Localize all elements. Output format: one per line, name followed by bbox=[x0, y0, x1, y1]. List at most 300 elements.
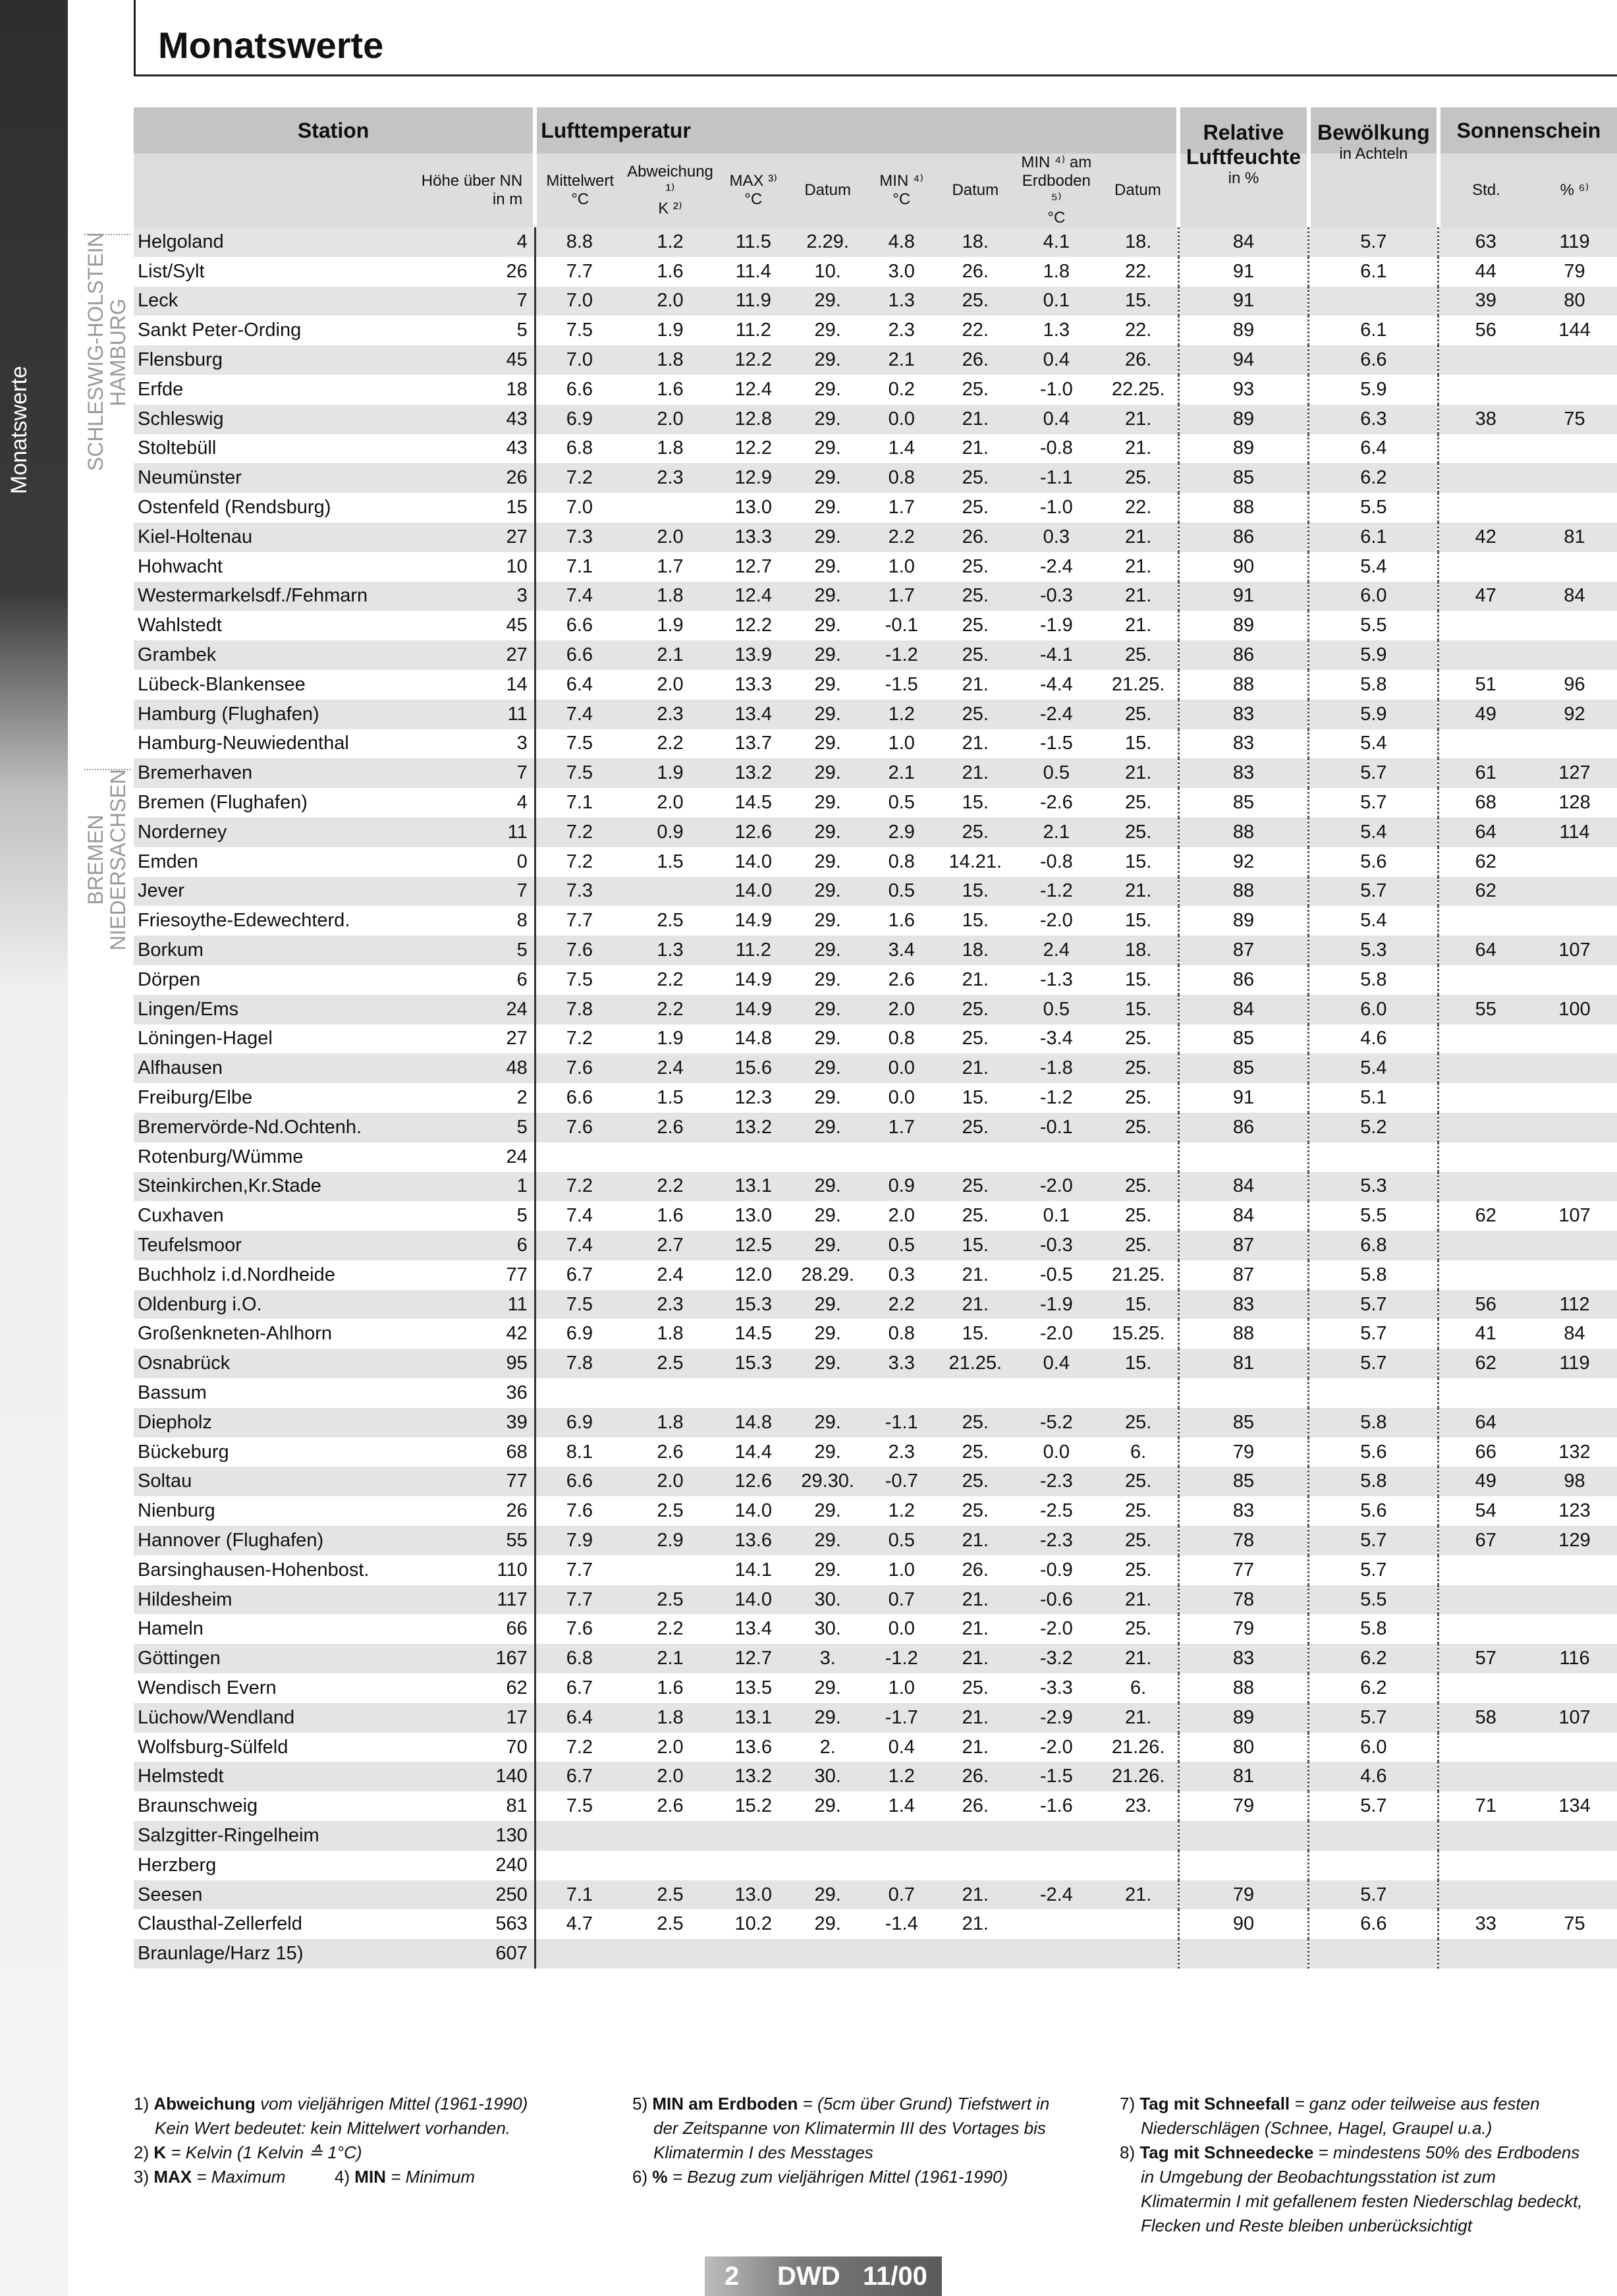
station-name-cell: Salzgitter-Ringelheim bbox=[134, 1821, 395, 1851]
value-cell: -2.4 bbox=[1014, 552, 1099, 582]
value-cell: 2.4 bbox=[623, 1053, 717, 1083]
value-cell: 78 bbox=[1178, 1526, 1309, 1555]
value-cell bbox=[623, 1555, 717, 1585]
value-cell: 250 bbox=[395, 1880, 535, 1910]
value-cell: 98 bbox=[1532, 1467, 1617, 1496]
value-cell: 2.4 bbox=[1014, 936, 1099, 965]
header-bewoelkung: Bewölkung in Achteln bbox=[1309, 107, 1439, 227]
value-cell: 15. bbox=[1099, 729, 1178, 759]
value-cell bbox=[1439, 1053, 1532, 1083]
table-row bbox=[134, 1791, 1617, 1821]
value-cell: 21. bbox=[937, 1260, 1014, 1290]
value-cell: 21. bbox=[937, 1290, 1014, 1320]
station-name-cell: Emden bbox=[134, 847, 395, 877]
value-cell: 29. bbox=[790, 1555, 866, 1585]
value-cell: 1.2 bbox=[623, 227, 717, 257]
value-cell: 15. bbox=[937, 906, 1014, 936]
table-row bbox=[134, 257, 1617, 287]
value-cell: 0.0 bbox=[866, 1053, 937, 1083]
value-cell: 5.5 bbox=[1309, 1201, 1439, 1231]
value-cell: 25. bbox=[937, 493, 1014, 522]
value-cell: 2.0 bbox=[623, 670, 717, 700]
value-cell: 75 bbox=[1532, 405, 1617, 434]
value-cell: 4.6 bbox=[1309, 1762, 1439, 1791]
value-cell: 29. bbox=[790, 1319, 866, 1349]
value-cell: -0.8 bbox=[1014, 434, 1099, 464]
value-cell: 2.2 bbox=[866, 522, 937, 552]
value-cell: 6.8 bbox=[535, 1644, 623, 1673]
value-cell: 25. bbox=[1099, 1555, 1178, 1585]
subheader-datum: Datum bbox=[790, 154, 866, 227]
value-cell: -0.3 bbox=[1014, 582, 1099, 611]
value-cell: -0.5 bbox=[1014, 1260, 1099, 1290]
table-row bbox=[134, 1408, 1617, 1438]
station-name-cell: Soltau bbox=[134, 1467, 395, 1496]
value-cell: 41 bbox=[1439, 1319, 1532, 1349]
value-cell: 49 bbox=[1439, 700, 1532, 729]
table-row bbox=[134, 1821, 1617, 1851]
value-cell: 0.7 bbox=[866, 1880, 937, 1910]
value-cell: 83 bbox=[1178, 1644, 1309, 1673]
value-cell: 15. bbox=[1099, 287, 1178, 316]
value-cell: 0.4 bbox=[866, 1733, 937, 1762]
value-cell bbox=[1099, 1851, 1178, 1880]
value-cell: 1.7 bbox=[866, 1113, 937, 1142]
value-cell: 0.5 bbox=[1014, 995, 1099, 1024]
value-cell: -1.5 bbox=[866, 670, 937, 700]
value-cell: 26 bbox=[395, 257, 535, 287]
region-label-schleswig-holstein: SCHLESWIG-HOLSTEIN HAMBURG bbox=[84, 232, 130, 471]
value-cell bbox=[1309, 287, 1439, 316]
value-cell: 12.9 bbox=[717, 463, 790, 493]
table-row bbox=[134, 1349, 1617, 1378]
value-cell: -2.0 bbox=[1014, 1319, 1099, 1349]
value-cell: 2.6 bbox=[866, 965, 937, 995]
value-cell: -1.4 bbox=[866, 1909, 937, 1939]
station-name-cell: Diepholz bbox=[134, 1408, 395, 1438]
value-cell bbox=[1532, 729, 1617, 759]
value-cell: 29. bbox=[790, 877, 866, 907]
value-cell: 2.2 bbox=[623, 965, 717, 995]
value-cell: 29. bbox=[790, 936, 866, 965]
subheader-std: Std. bbox=[1439, 154, 1532, 227]
value-cell: 25. bbox=[937, 1024, 1014, 1054]
value-cell: 96 bbox=[1532, 670, 1617, 700]
station-name-cell: Braunschweig bbox=[134, 1791, 395, 1821]
value-cell: 5.4 bbox=[1309, 818, 1439, 847]
value-cell: 5.7 bbox=[1309, 1290, 1439, 1320]
value-cell: 7.1 bbox=[535, 552, 623, 582]
value-cell: 7.4 bbox=[535, 1231, 623, 1260]
value-cell: 2.6 bbox=[623, 1113, 717, 1142]
value-cell: 1.6 bbox=[623, 1673, 717, 1703]
value-cell: 29. bbox=[790, 582, 866, 611]
value-cell bbox=[1532, 1260, 1617, 1290]
value-cell: 13.4 bbox=[717, 700, 790, 729]
value-cell: 3.4 bbox=[866, 936, 937, 965]
value-cell bbox=[1099, 1378, 1178, 1408]
value-cell: 21. bbox=[937, 434, 1014, 464]
value-cell: 80 bbox=[1532, 287, 1617, 316]
value-cell: 7.6 bbox=[535, 1614, 623, 1644]
value-cell: 21. bbox=[937, 1053, 1014, 1083]
value-cell: 21. bbox=[1099, 611, 1178, 640]
value-cell bbox=[1532, 1142, 1617, 1172]
value-cell bbox=[1439, 1733, 1532, 1762]
value-cell: 29. bbox=[790, 758, 866, 788]
value-cell: 0.9 bbox=[623, 818, 717, 847]
table-row bbox=[134, 1083, 1617, 1113]
table-row bbox=[134, 729, 1617, 759]
value-cell: 15.3 bbox=[717, 1349, 790, 1378]
value-cell: 25. bbox=[937, 995, 1014, 1024]
value-cell: 66 bbox=[395, 1614, 535, 1644]
table-row bbox=[134, 1909, 1617, 1939]
value-cell: 48 bbox=[395, 1053, 535, 1083]
value-cell: 116 bbox=[1532, 1644, 1617, 1673]
value-cell: 4.8 bbox=[866, 227, 937, 257]
station-name-cell: Rotenburg/Wümme bbox=[134, 1142, 395, 1172]
value-cell: 25. bbox=[937, 1172, 1014, 1202]
value-cell: 29. bbox=[790, 463, 866, 493]
subheader-hoehe: Höhe über NN in m bbox=[395, 154, 535, 227]
value-cell: 29.30. bbox=[790, 1467, 866, 1496]
value-cell: 2.0 bbox=[623, 1467, 717, 1496]
station-name-cell: Buchholz i.d.Nordheide bbox=[134, 1260, 395, 1290]
station-name-cell: Bremen (Flughafen) bbox=[134, 788, 395, 818]
value-cell: 29. bbox=[790, 1231, 866, 1260]
value-cell: 13.0 bbox=[717, 1880, 790, 1910]
value-cell: 13.0 bbox=[717, 1201, 790, 1231]
value-cell: -2.4 bbox=[1014, 700, 1099, 729]
value-cell: 6.7 bbox=[535, 1673, 623, 1703]
value-cell: 85 bbox=[1178, 1408, 1309, 1438]
value-cell: 5.4 bbox=[1309, 552, 1439, 582]
value-cell: 1.8 bbox=[623, 1319, 717, 1349]
value-cell bbox=[1014, 1142, 1099, 1172]
footnotes-col2: 5) MIN am Erdboden = (5cm über Grund) Tiefstwert in der Zeitspanne von Klimatermin III des Vortages bis Klimatermin I des Messtages 6) % = Bezug zum vieljährigen Mittel (1961-1990) bbox=[632, 2092, 1107, 2189]
value-cell: 29. bbox=[790, 1703, 866, 1733]
value-cell: 21.25. bbox=[1099, 670, 1178, 700]
value-cell: 8.1 bbox=[535, 1438, 623, 1467]
value-cell: 80 bbox=[1178, 1733, 1309, 1762]
value-cell: 29. bbox=[790, 906, 866, 936]
value-cell: 5.7 bbox=[1309, 1703, 1439, 1733]
value-cell: 25. bbox=[937, 700, 1014, 729]
station-name-cell: Steinkirchen,Kr.Stade bbox=[134, 1172, 395, 1202]
value-cell: 14.9 bbox=[717, 965, 790, 995]
value-cell: 5.7 bbox=[1309, 788, 1439, 818]
value-cell: 1.8 bbox=[1014, 257, 1099, 287]
value-cell bbox=[1439, 1024, 1532, 1054]
value-cell bbox=[1532, 1378, 1617, 1408]
value-cell: 57 bbox=[1439, 1644, 1532, 1673]
value-cell: 79 bbox=[1178, 1791, 1309, 1821]
value-cell: 49 bbox=[1439, 1467, 1532, 1496]
value-cell bbox=[717, 1851, 790, 1880]
table-row bbox=[134, 1496, 1617, 1526]
value-cell: 85 bbox=[1178, 1024, 1309, 1054]
value-cell: 2.0 bbox=[623, 405, 717, 434]
value-cell bbox=[1532, 1585, 1617, 1615]
value-cell: 25. bbox=[937, 1467, 1014, 1496]
value-cell: 6 bbox=[395, 1231, 535, 1260]
value-cell: 15.2 bbox=[717, 1791, 790, 1821]
station-name-cell: Sankt Peter-Ording bbox=[134, 316, 395, 345]
value-cell bbox=[790, 1378, 866, 1408]
value-cell: 29. bbox=[790, 1172, 866, 1202]
subheader-abweichung: Abweichung ¹⁾ K ²⁾ bbox=[623, 154, 717, 227]
station-name-cell: Alfhausen bbox=[134, 1053, 395, 1083]
value-cell: 1.3 bbox=[623, 936, 717, 965]
value-cell: 5.7 bbox=[1309, 1349, 1439, 1378]
region-label-bremen-niedersachsen: BREMEN NIEDERSACHSEN bbox=[84, 769, 130, 951]
value-cell: 15. bbox=[937, 1083, 1014, 1113]
table-row bbox=[134, 1378, 1617, 1408]
value-cell: 4 bbox=[395, 788, 535, 818]
value-cell: 21.25. bbox=[937, 1349, 1014, 1378]
station-name-cell: Bückeburg bbox=[134, 1438, 395, 1467]
value-cell: 5.9 bbox=[1309, 640, 1439, 670]
value-cell: 6.6 bbox=[535, 1467, 623, 1496]
table-row bbox=[134, 1438, 1617, 1467]
value-cell: 2.0 bbox=[623, 788, 717, 818]
station-name-cell: Erfde bbox=[134, 375, 395, 405]
value-cell: 5.1 bbox=[1309, 1083, 1439, 1113]
table-row bbox=[134, 670, 1617, 700]
value-cell: -0.1 bbox=[1014, 1113, 1099, 1142]
value-cell: 0.8 bbox=[866, 463, 937, 493]
value-cell: 88 bbox=[1178, 877, 1309, 907]
value-cell: -2.9 bbox=[1014, 1703, 1099, 1733]
footnotes-col1: 1) Abweichung vom vieljährigen Mittel (1961-1990) Kein Wert bedeutet: kein Mittelwert vorhanden. 2) K = Kelvin (1 Kelvin ≙ 1°C) 3) MAX = Maximum 4) MIN = Minimum bbox=[134, 2092, 595, 2189]
value-cell: 22. bbox=[1099, 493, 1178, 522]
value-cell: 5.4 bbox=[1309, 1053, 1439, 1083]
value-cell: 6.6 bbox=[1309, 1909, 1439, 1939]
value-cell: -1.8 bbox=[1014, 1053, 1099, 1083]
value-cell: -5.2 bbox=[1014, 1408, 1099, 1438]
value-cell bbox=[866, 1939, 937, 1969]
value-cell: 0.0 bbox=[866, 405, 937, 434]
value-cell: 0.5 bbox=[866, 1526, 937, 1555]
table-row bbox=[134, 906, 1617, 936]
value-cell bbox=[1439, 906, 1532, 936]
value-cell bbox=[623, 1939, 717, 1969]
value-cell: 7.3 bbox=[535, 522, 623, 552]
value-cell bbox=[1014, 1821, 1099, 1851]
value-cell: 6.8 bbox=[1309, 1231, 1439, 1260]
value-cell: 6 bbox=[395, 965, 535, 995]
value-cell: 14.5 bbox=[717, 788, 790, 818]
station-name-cell: Freiburg/Elbe bbox=[134, 1083, 395, 1113]
value-cell bbox=[1178, 1378, 1309, 1408]
value-cell: -1.3 bbox=[1014, 965, 1099, 995]
value-cell: 6.7 bbox=[535, 1762, 623, 1791]
value-cell: -1.6 bbox=[1014, 1791, 1099, 1821]
subheader-mittelwert: Mittelwert °C bbox=[535, 154, 623, 227]
value-cell: 62 bbox=[1439, 847, 1532, 877]
page-title: Monatswerte bbox=[158, 24, 384, 66]
value-cell: 29. bbox=[790, 493, 866, 522]
value-cell: 7.4 bbox=[535, 1201, 623, 1231]
value-cell: 1.9 bbox=[623, 1024, 717, 1054]
value-cell: 13.2 bbox=[717, 1762, 790, 1791]
value-cell: 21. bbox=[1099, 434, 1178, 464]
value-cell: 13.6 bbox=[717, 1733, 790, 1762]
station-name-cell: Flensburg bbox=[134, 345, 395, 375]
value-cell: 7.2 bbox=[535, 1172, 623, 1202]
value-cell: 112 bbox=[1532, 1290, 1617, 1320]
value-cell: 91 bbox=[1178, 1083, 1309, 1113]
value-cell: 1.8 bbox=[623, 434, 717, 464]
value-cell: 6.4 bbox=[535, 670, 623, 700]
value-cell: 21. bbox=[1099, 877, 1178, 907]
value-cell: 1.2 bbox=[866, 700, 937, 729]
value-cell: 29. bbox=[790, 375, 866, 405]
value-cell: 2.5 bbox=[623, 906, 717, 936]
value-cell: 6.0 bbox=[1309, 1733, 1439, 1762]
value-cell: 30. bbox=[790, 1762, 866, 1791]
value-cell: 15. bbox=[1099, 1349, 1178, 1378]
value-cell: 2.4 bbox=[623, 1260, 717, 1290]
value-cell: 25. bbox=[937, 818, 1014, 847]
value-cell: 0.2 bbox=[866, 375, 937, 405]
value-cell bbox=[1309, 1939, 1439, 1969]
value-cell: -2.0 bbox=[1014, 906, 1099, 936]
value-cell: 1.6 bbox=[623, 1201, 717, 1231]
table-row bbox=[134, 316, 1617, 345]
value-cell: 5.7 bbox=[1309, 1880, 1439, 1910]
value-cell bbox=[1309, 1851, 1439, 1880]
value-cell: 91 bbox=[1178, 287, 1309, 316]
value-cell: 25. bbox=[937, 1408, 1014, 1438]
value-cell: 21. bbox=[937, 1703, 1014, 1733]
value-cell bbox=[1532, 1851, 1617, 1880]
table-row bbox=[134, 1939, 1617, 1969]
value-cell: 1.5 bbox=[623, 847, 717, 877]
value-cell: 5.8 bbox=[1309, 965, 1439, 995]
value-cell: 7.5 bbox=[535, 316, 623, 345]
value-cell: 22. bbox=[1099, 257, 1178, 287]
value-cell: 64 bbox=[1439, 1408, 1532, 1438]
value-cell: 26. bbox=[937, 345, 1014, 375]
value-cell: 25. bbox=[937, 611, 1014, 640]
value-cell: 7.2 bbox=[535, 1024, 623, 1054]
value-cell: 5.5 bbox=[1309, 611, 1439, 640]
value-cell: 6. bbox=[1099, 1673, 1178, 1703]
footer-badge bbox=[705, 2256, 942, 2296]
value-cell: 127 bbox=[1532, 758, 1617, 788]
value-cell: 11.5 bbox=[717, 227, 790, 257]
value-cell: 29. bbox=[790, 847, 866, 877]
station-name-cell: Seesen bbox=[134, 1880, 395, 1910]
value-cell: 14.9 bbox=[717, 906, 790, 936]
value-cell: 22.25. bbox=[1099, 375, 1178, 405]
value-cell: 25. bbox=[1099, 1408, 1178, 1438]
value-cell: 2.2 bbox=[623, 729, 717, 759]
value-cell: 21. bbox=[937, 1909, 1014, 1939]
table-header-row bbox=[134, 107, 1617, 154]
table-row bbox=[134, 287, 1617, 316]
value-cell: 0.3 bbox=[1014, 522, 1099, 552]
value-cell: 29. bbox=[790, 1053, 866, 1083]
value-cell: 42 bbox=[395, 1319, 535, 1349]
station-name-cell: Dörpen bbox=[134, 965, 395, 995]
value-cell: 14.8 bbox=[717, 1408, 790, 1438]
table-row bbox=[134, 1644, 1617, 1673]
value-cell: 607 bbox=[395, 1939, 535, 1969]
value-cell: 15. bbox=[1099, 1290, 1178, 1320]
value-cell: 2.5 bbox=[623, 1349, 717, 1378]
value-cell bbox=[535, 1378, 623, 1408]
value-cell: 5.4 bbox=[1309, 729, 1439, 759]
value-cell: 39 bbox=[395, 1408, 535, 1438]
value-cell: 12.2 bbox=[717, 611, 790, 640]
value-cell: 84 bbox=[1178, 1172, 1309, 1202]
station-name-cell: Lingen/Ems bbox=[134, 995, 395, 1024]
value-cell bbox=[1439, 1555, 1532, 1585]
value-cell: 5.6 bbox=[1309, 847, 1439, 877]
value-cell: 54 bbox=[1439, 1496, 1532, 1526]
value-cell: 83 bbox=[1178, 700, 1309, 729]
value-cell: 25. bbox=[1099, 700, 1178, 729]
value-cell bbox=[1532, 965, 1617, 995]
subheader-datum: Datum bbox=[937, 154, 1014, 227]
value-cell: 1.4 bbox=[866, 434, 937, 464]
value-cell: 5 bbox=[395, 1113, 535, 1142]
value-cell: 5.8 bbox=[1309, 1260, 1439, 1290]
value-cell: 89 bbox=[1178, 906, 1309, 936]
value-cell: 1.4 bbox=[866, 1791, 937, 1821]
value-cell: 25. bbox=[937, 1673, 1014, 1703]
station-name-cell: Hohwacht bbox=[134, 552, 395, 582]
value-cell: 89 bbox=[1178, 1703, 1309, 1733]
value-cell: 25. bbox=[937, 463, 1014, 493]
value-cell bbox=[1439, 965, 1532, 995]
value-cell bbox=[1532, 1231, 1617, 1260]
value-cell: 21.25. bbox=[1099, 1260, 1178, 1290]
value-cell bbox=[1532, 1673, 1617, 1703]
value-cell bbox=[717, 1142, 790, 1172]
value-cell: 7.5 bbox=[535, 1791, 623, 1821]
value-cell: 29. bbox=[790, 1791, 866, 1821]
value-cell: 77 bbox=[1178, 1555, 1309, 1585]
value-cell bbox=[1014, 1378, 1099, 1408]
value-cell: 7.6 bbox=[535, 1113, 623, 1142]
value-cell: 95 bbox=[395, 1349, 535, 1378]
value-cell: 89 bbox=[1178, 611, 1309, 640]
station-name-cell: Wahlstedt bbox=[134, 611, 395, 640]
value-cell: 26. bbox=[937, 1555, 1014, 1585]
value-cell: -3.4 bbox=[1014, 1024, 1099, 1054]
value-cell: 26 bbox=[395, 463, 535, 493]
value-cell: 123 bbox=[1532, 1496, 1617, 1526]
value-cell: -3.2 bbox=[1014, 1644, 1099, 1673]
subheader-min: MIN ⁴⁾ °C bbox=[866, 154, 937, 227]
value-cell: 11 bbox=[395, 1290, 535, 1320]
station-name-cell: List/Sylt bbox=[134, 257, 395, 287]
value-cell: 18. bbox=[937, 936, 1014, 965]
value-cell bbox=[1532, 906, 1617, 936]
value-cell: 29. bbox=[790, 1083, 866, 1113]
value-cell: 25. bbox=[937, 287, 1014, 316]
value-cell bbox=[1532, 1113, 1617, 1142]
value-cell: 0.0 bbox=[1014, 1438, 1099, 1467]
table-row bbox=[134, 1113, 1617, 1142]
value-cell bbox=[1099, 1142, 1178, 1172]
value-cell: 12.8 bbox=[717, 405, 790, 434]
value-cell: 29. bbox=[790, 670, 866, 700]
